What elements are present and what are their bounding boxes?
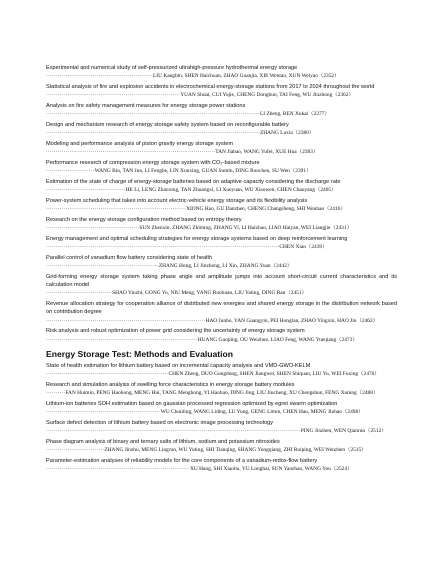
article-authors: ZHANG Jinzhu, MENG Lingrun, WU Yuting, SHI Tianqing, SHANG Yongqiang, ZHI Ruiping, WEI Wenzhen（2515） [104, 447, 367, 454]
article-title: Research on the energy storage configuration method based on entropy theory [46, 217, 242, 223]
article-authors-line [46, 317, 397, 325]
article-authors-line [46, 446, 397, 454]
leader-dots: ·············································································· [46, 336, 198, 343]
article-authors: WANG Bin, TAN Jun, LI Fengbe, LIN Xunxing, GUAN Sumin, DING Ruochen, SU Wen（2391） [94, 168, 312, 175]
article-entry[interactable] [46, 197, 397, 213]
article-title: Performance research of compression energy storage system with CO₂-based mixture [46, 160, 260, 166]
article-title: Surface defect detection of lithium battery based on electronic image processing technology [46, 419, 273, 426]
leader-dots: ·········· [46, 390, 66, 397]
article-authors-line [46, 224, 397, 232]
article-title: Parameter-estimation analyses of reliability models for the core components of a vanadium-redox-flow battery [46, 457, 318, 464]
leader-dots: ·································· [46, 290, 113, 297]
article-authors-line [46, 91, 397, 99]
article-title: Research and simulation analysis of swelling force characteristics in energy storage battery modules [46, 381, 295, 388]
article-entry[interactable] [46, 235, 397, 251]
article-authors: XU Hang, SHI Xiaohu, YU Longhai, SUN Yanzhao, WANG You（2524） [189, 466, 353, 473]
article-entry[interactable] [46, 64, 397, 80]
leader-dots: ······················································································· [46, 149, 216, 156]
entries-list [46, 64, 397, 344]
article-authors-line [46, 336, 397, 344]
article-title: Revenue allocation strategy for cooperation alliance of distributed new energies and shared energy storage in the distribution network based on contribution degree [46, 301, 397, 316]
leader-dots: ······························ [46, 447, 105, 454]
article-entry[interactable] [46, 83, 397, 99]
leader-dots: ·········································································· [46, 466, 190, 473]
article-authors: TAN Jiabao, WANG Yufei, XUE Hua（2383） [215, 149, 319, 156]
article-entry[interactable] [46, 121, 397, 137]
leader-dots: ·············································································································· [46, 130, 260, 137]
article-authors: LIU Kangbin, SHEN Haichuan, ZHAO Guanjia, XIE Wentao, XUN Weiyao（2352） [152, 73, 340, 80]
article-authors-line [46, 427, 397, 435]
article-authors-line [46, 205, 397, 213]
article-title: Design and mechanism research of energy storage safety system based on reconfigurable battery [46, 122, 289, 128]
article-entry[interactable] [46, 419, 397, 435]
leader-dots: ·············································································································· [46, 111, 260, 118]
article-title: Analysis on fire safety management measures for energy storage power stations [46, 103, 246, 109]
article-authors-line [46, 129, 397, 137]
entries-list [46, 362, 397, 473]
article-entry[interactable] [46, 178, 397, 194]
article-authors: ZHANG Hong, LI Jinzhong, LI Xin, ZHANG Yuan（2442） [158, 263, 293, 270]
article-entry[interactable] [46, 400, 397, 416]
article-authors: WU Chunling, WANG Liding, LU Yong, GENG Limin, CHEN Hao, MENG Jinhao（2498） [160, 409, 364, 416]
leader-dots: ·················································································· [46, 317, 206, 324]
leader-dots: ························· [46, 168, 95, 175]
article-authors: FAN Huimin, PENG Haohong, MENG Hui, TANG Menghong, YI Haohao, DING Jing, LIU Jincheng, XU Chengshun, FENG Xuning（2488） [65, 390, 379, 397]
article-title: Power-system scheduling that takes into account electric-vehicle energy storage and its flexibility analysis [46, 198, 308, 204]
leader-dots: ················································ [46, 225, 140, 232]
leader-dots: ······················································· [46, 73, 153, 80]
article-entry[interactable] [46, 327, 397, 343]
article-entry[interactable] [46, 254, 397, 270]
leader-dots: ········································· [46, 187, 126, 194]
article-entry[interactable] [46, 102, 397, 118]
article-authors-line [46, 389, 397, 397]
article-authors-line [46, 167, 397, 175]
article-entry[interactable] [46, 159, 397, 175]
article-authors-line [46, 289, 397, 297]
article-authors: SHAO Yinzhi, GONG Yu, NIU Meng, YANG Ruohuan, LIU Yating, DING Ran（2451） [112, 290, 307, 297]
article-entry[interactable] [46, 300, 397, 325]
article-authors-line [46, 110, 397, 118]
article-title: Statistical analysis of fire and explosion accidents in electrochemical energy-storage stations from 2017 to 2024 throughout the world [46, 84, 375, 90]
article-authors: YUAN Shuai, CUI Yujie, CHENG Donghuo, TAI Feng, WU Jinzhong（2362） [180, 92, 354, 99]
article-title: Lithium-ion batteries SOH estimation based on gaussian processed regression optimized by egret swarm optimization [46, 400, 338, 407]
article-authors-line [46, 72, 397, 80]
article-title: Estimation of the state of charge of energy-storage batteries based on adaptive capacity considering the discharge rate [46, 179, 341, 185]
article-authors: HE Li, LENG Zhaoxing, TAN Zhuangxi, LI Xueyuan, WU Xiaowen, CHEN Chaoyang（2405） [125, 187, 337, 194]
leader-dots: ··························································· [46, 409, 161, 416]
leader-dots: ····································································· [46, 92, 181, 99]
article-authors: SUN Zhenxin, ZHANG Zhiming, ZHANG Yi, LI Haizhao, LIAO Haiyan, WEI Liangjie（2431） [139, 225, 352, 232]
article-authors: CHEN Xian（2439） [279, 244, 328, 251]
article-entry[interactable] [46, 381, 397, 397]
leader-dots: ························································································································ [46, 244, 280, 251]
article-authors: PING Jinzhen, WEN Qianrun（2512） [300, 428, 387, 435]
article-authors: CHEN Zheng, DUO Gongdong, SHEN Jiangwei, SHEN Shiquan, LIU Yu, WEI Fuxing（2476） [168, 371, 380, 378]
article-authors-line [46, 465, 397, 473]
leader-dots: ······························································· [46, 371, 169, 378]
article-entry[interactable] [46, 140, 397, 156]
article-title: Parallel control of vanadium flow battery considering state of health [46, 255, 213, 261]
article-authors: HUANG Guoping, OU Weizhuo, LIAO Feng, WANG Yueqiang（2473） [197, 336, 358, 343]
article-entry[interactable] [46, 273, 397, 298]
article-entry[interactable] [46, 362, 397, 378]
article-authors: LI Zheng, REN Xukai（2377） [259, 111, 330, 118]
leader-dots: ·························································· [46, 263, 159, 270]
leader-dots: ········································································ [46, 206, 187, 213]
article-title: Modeling and performance analysis of piston gravity energy storage system [46, 141, 234, 147]
article-title: Phase diagram analysis of binary and ternary salts of lithium, sodium and potassium nitroxides [46, 438, 280, 445]
article-authors-line [46, 408, 397, 416]
leader-dots: ··································································································································· [46, 428, 301, 435]
article-title: State of health estimation for lithium battery based on incremental capacity analysis and VMD-GWO-KELM [46, 362, 311, 369]
article-authors-line [46, 148, 397, 156]
article-authors-line [46, 186, 397, 194]
article-title: Experimental and numerical study of self-pressurized ultrahigh-pressure hydrothermal energy storage [46, 65, 298, 71]
article-authors: ZHANG Luxia（2380） [259, 130, 315, 137]
article-authors: HAO Junbo, YAN Guangyin, PEI Honglan, ZHAO Yingxin, HAO Jin（2462） [205, 317, 379, 324]
article-title: Risk analysis and robust optimization of power grid considering the uncertainty of energy storage system [46, 328, 305, 335]
article-title: Energy management and optimal scheduling strategies for energy storage systems based on deep reinforcement learning [46, 236, 348, 242]
article-entry[interactable] [46, 216, 397, 232]
section-heading: Energy Storage Test: Methods and Evaluation [46, 348, 234, 359]
article-entry[interactable] [46, 438, 397, 454]
article-title: Grid-forming energy storage system taking phase angle and amplitude jumps into account short-circuit current characteristics and its calculation model [46, 274, 397, 289]
article-authors: XIONG Hao, GU Danzhen, CHENG Changsheng, SHI Wenhao（2416） [186, 206, 346, 213]
article-authors-line [46, 243, 397, 251]
article-entry[interactable] [46, 457, 397, 473]
article-authors-line [46, 370, 397, 378]
article-authors-line [46, 262, 397, 270]
